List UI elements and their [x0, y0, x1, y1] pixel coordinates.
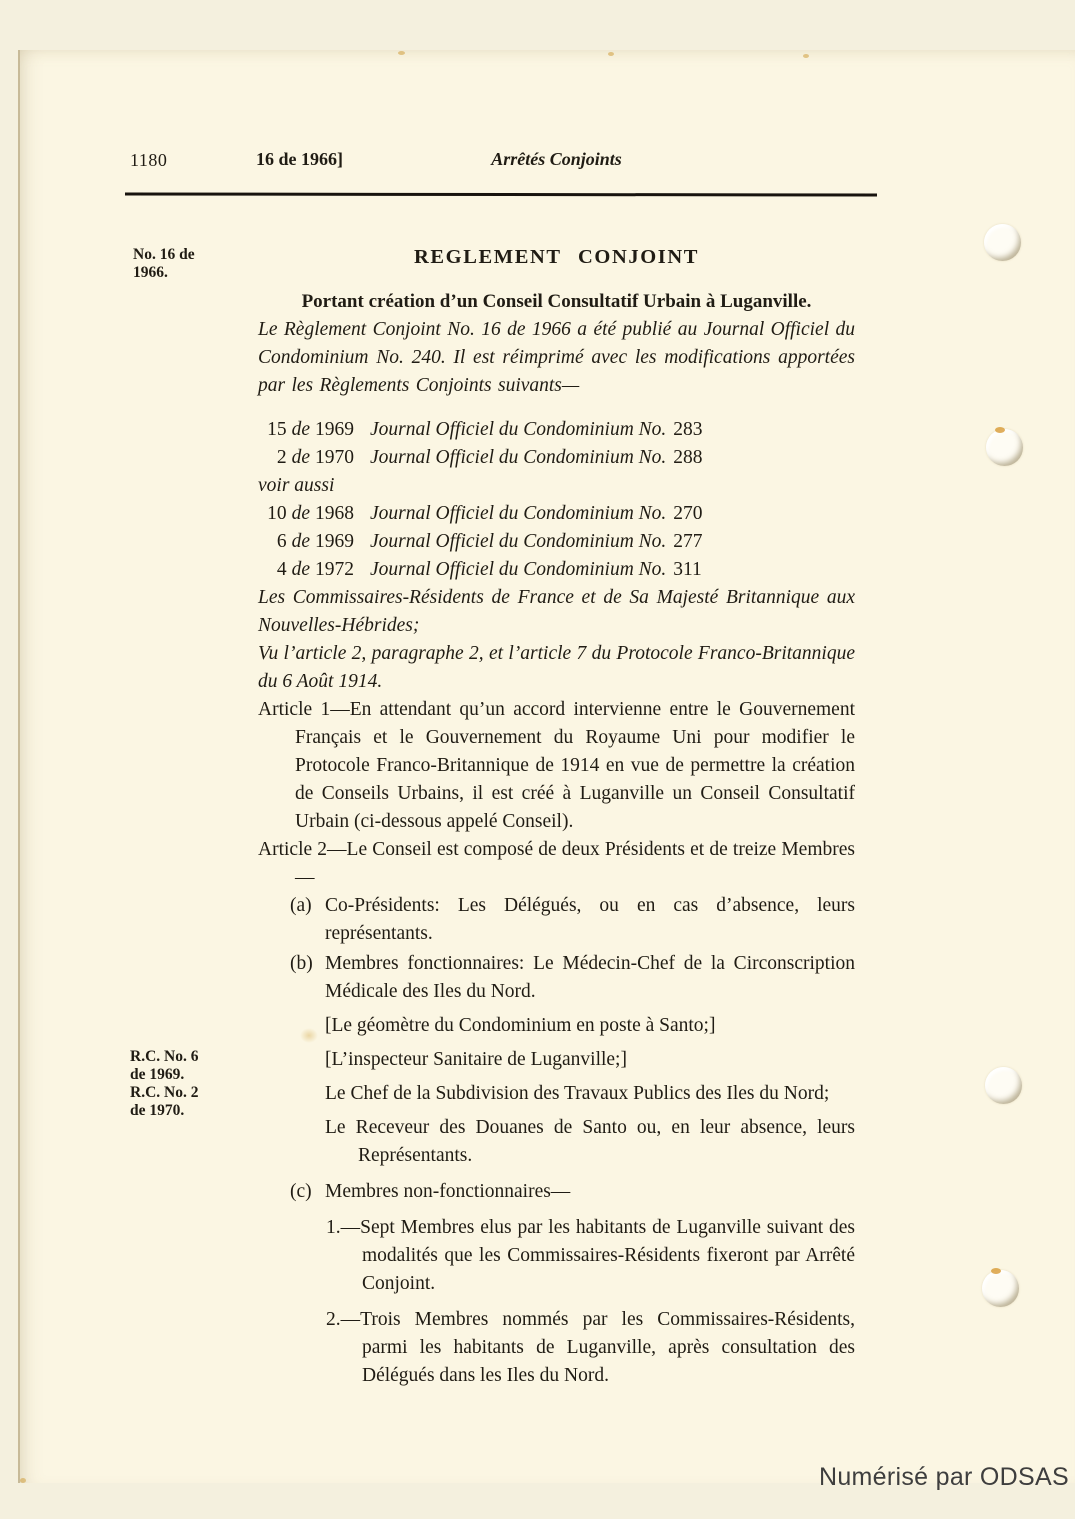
citation-year: 1970 — [315, 447, 354, 468]
sub-item: [Le géomètre du Condominium en poste à Santo;] — [325, 1015, 716, 1036]
citation-num: 10 — [267, 503, 287, 524]
citation-issue: 277 — [673, 531, 703, 552]
citation-year: 1968 — [315, 503, 354, 524]
list-item-c — [258, 1178, 855, 1206]
margin-note-line: 1966. — [133, 264, 168, 281]
paper-fleck — [803, 54, 809, 58]
numbered-item: 1.—Sept Membres elus par les habitants de Luganville suivant des modalités que les Commissaires-Résidents fixeront par Arrêté Conjoint. — [326, 1217, 855, 1294]
citation-issue: 288 — [673, 447, 703, 468]
citation-journal: Journal Officiel du Condominium No. — [370, 531, 667, 552]
sub-item: Le Chef de la Subdivision des Travaux Publics des Iles du Nord; — [325, 1083, 830, 1104]
punch-hole — [984, 224, 1021, 261]
citation-journal: Journal Officiel du Condominium No. — [370, 559, 667, 580]
citation-ref — [258, 444, 354, 472]
punch-hole — [982, 1270, 1019, 1307]
citation-journal: Journal Officiel du Condominium No. — [370, 419, 667, 440]
numbered-item: 2.—Trois Membres nommés par les Commissaires-Résidents, parmi les habitants de Luganville, après consultation des Délégués dans les Iles du Nord. — [326, 1309, 855, 1386]
margin-note-line: R.C. No. 2 — [130, 1084, 199, 1101]
list-item-text: Co-Présidents: Les Délégués, ou en cas d’absence, leurs représentants. — [325, 895, 855, 944]
citation-issue: 270 — [673, 503, 703, 524]
margin-note-line: de 1969. — [130, 1066, 185, 1083]
citation-ref — [258, 528, 354, 556]
document-title: REGLEMENT CONJOINT — [413, 246, 700, 268]
article-2: Article 2—Le Conseil est composé de deux Présidents et de treize Membres— — [258, 839, 855, 888]
citation-ref — [258, 556, 354, 584]
margin-note-regulation-number — [133, 246, 248, 282]
preamble-commissioners: Les Commissaires-Résidents de France et de Sa Majesté Britannique aux Nouvelles-Hébrides; — [258, 587, 855, 636]
list-item-label: (c) — [290, 1181, 312, 1202]
citation-journal: Journal Officiel du Condominium No. — [370, 503, 667, 524]
citation-num: 2 — [276, 447, 287, 468]
citation-year: 1969 — [315, 531, 354, 552]
citation-connector: de — [291, 419, 310, 440]
citation-ref — [258, 416, 354, 444]
citation-connector: de — [291, 503, 310, 524]
citation-ref — [258, 500, 354, 528]
document-body — [258, 245, 855, 1390]
sub-item: [L’inspecteur Sanitaire de Luganville;] — [325, 1049, 627, 1070]
citation-row — [258, 556, 855, 584]
regulation-reference: 16 de 1966] — [256, 149, 343, 169]
punch-hole — [985, 1067, 1022, 1104]
list-item-b — [258, 950, 855, 1006]
citation-row — [258, 444, 855, 472]
punch-hole — [986, 429, 1023, 466]
citation-issue: 311 — [673, 559, 702, 580]
paper-fleck — [991, 1268, 1001, 1274]
list-item-text: Membres non-fonctionnaires— — [325, 1181, 571, 1202]
running-title: Arrêtés Conjoints — [491, 149, 622, 169]
paper-fleck — [398, 51, 405, 55]
paper-fleck — [608, 52, 614, 56]
margin-note-amendments — [130, 1048, 245, 1120]
list-item-a — [258, 892, 855, 948]
citation-row — [258, 416, 855, 444]
citation-connector: de — [291, 531, 310, 552]
citation-connector: de — [291, 447, 310, 468]
margin-note-line: R.C. No. 6 — [130, 1048, 199, 1065]
citation-num: 15 — [267, 419, 287, 440]
sub-item: Le Receveur des Douanes de Santo ou, en leur absence, leurs Représentants. — [325, 1117, 855, 1166]
citation-list — [258, 416, 855, 584]
preamble-vu-article: Vu l’article 2, paragraphe 2, et l’article 7 du Protocole Franco-Britannique du 6 Août 1914. — [258, 643, 855, 692]
citation-year: 1972 — [315, 559, 354, 580]
paper-fleck — [20, 1478, 26, 1483]
list-item-text: Membres fonctionnaires: Le Médecin-Chef de la Circonscription Médicale des Iles du Nord. — [325, 953, 855, 1002]
reprint-note: Le Règlement Conjoint No. 16 de 1966 a été publié au Journal Officiel du Condominium No. 240. Il est réimprimé avec les modifications apportées par les Règlements Conjoints suivants— — [258, 319, 855, 396]
margin-note-line: de 1970. — [130, 1102, 185, 1119]
citation-row — [258, 528, 855, 556]
digitization-watermark: Numérisé par ODSAS — [819, 1463, 1069, 1491]
paper-fleck — [995, 427, 1005, 433]
page-number: 1180 — [130, 150, 168, 170]
margin-note-line: No. 16 de — [133, 246, 195, 263]
citation-journal: Journal Officiel du Condominium No. — [370, 447, 667, 468]
document-subtitle: Portant création d’un Conseil Consultatif Urbain à Luganville. — [301, 291, 812, 312]
citation-connector: de — [291, 559, 310, 580]
voir-aussi-note: voir aussi — [258, 475, 335, 496]
citation-row — [258, 500, 855, 528]
citation-num: 4 — [276, 559, 287, 580]
list-item-label: (b) — [290, 953, 313, 974]
citation-issue: 283 — [673, 419, 703, 440]
article-1: Article 1—En attendant qu’un accord intervienne entre le Gouvernement Français et le Gouvernement du Royaume Uni pour modifier le Protocole Franco-Britannique de 1914 en vue de permettre la création de Conseils Urbains, il est créé à Luganville un Conseil Consultatif Urbain (ci-dessous appelé Conseil). — [258, 699, 855, 832]
citation-year: 1969 — [315, 419, 354, 440]
list-item-label: (a) — [290, 895, 312, 916]
citation-num: 6 — [276, 531, 287, 552]
